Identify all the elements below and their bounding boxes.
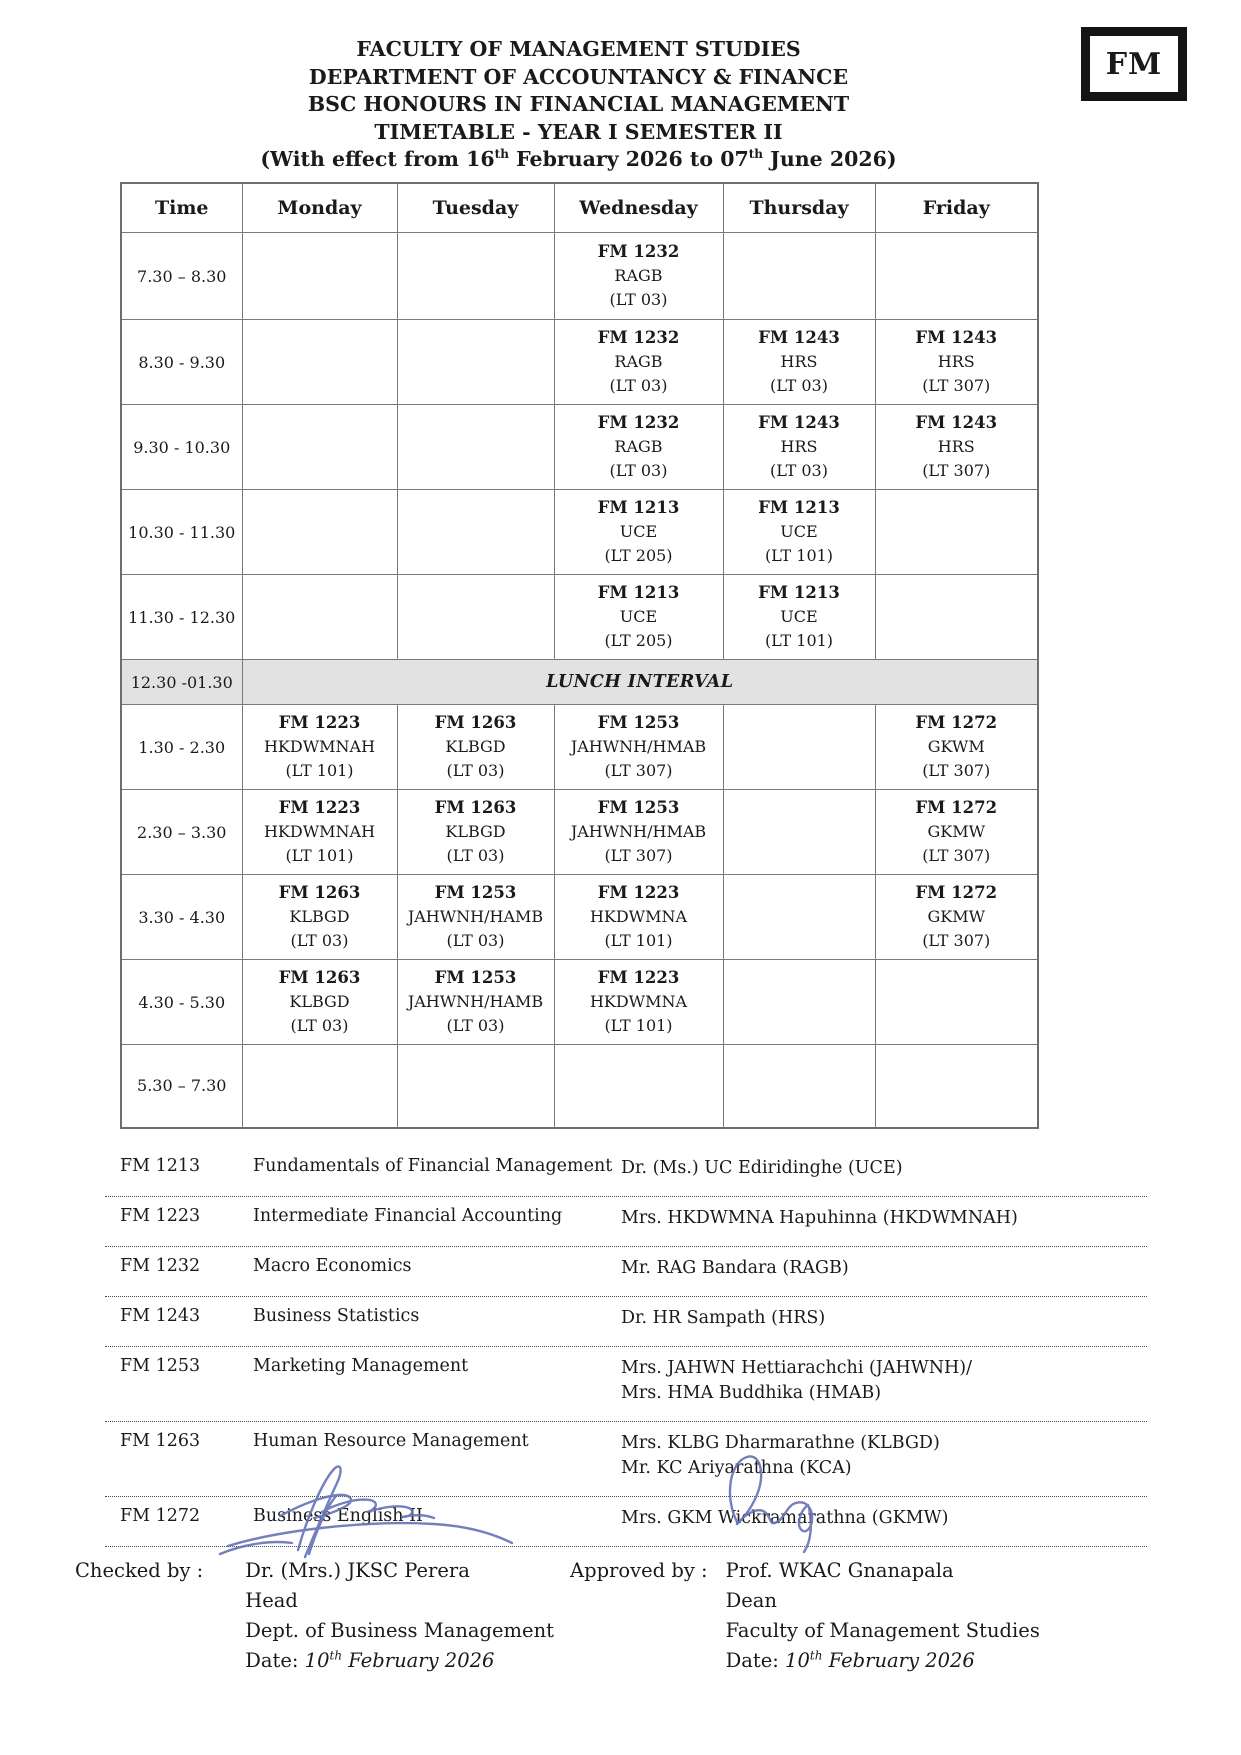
timetable-cell	[875, 790, 1038, 875]
timetable-cell	[397, 320, 554, 405]
course-code: FM 1213	[597, 583, 680, 602]
course-code: FM 1223	[597, 883, 680, 902]
lecturer-code: RAGB	[614, 437, 663, 456]
timetable-grid	[120, 182, 1039, 1129]
lecturer-name: Mr. KC Ariyarathna (KCA)	[621, 1458, 852, 1478]
timetable-cell	[397, 233, 554, 320]
timetable-cell	[242, 405, 397, 490]
lecturer-name: Dr. HR Sampath (HRS)	[621, 1308, 826, 1328]
legend-course-title: Business English II	[253, 1506, 423, 1526]
timetable-header-row	[121, 183, 1038, 233]
room-code: (LT 03)	[290, 1016, 349, 1035]
lunch-interval-cell	[242, 660, 1038, 705]
approved-by-dept: Faculty of Management Studies	[725, 1619, 1040, 1642]
timetable-row	[121, 960, 1038, 1045]
faculty-title: FACULTY OF MANAGEMENT STUDIES	[356, 37, 801, 61]
checked-by-block	[75, 1556, 554, 1676]
time-cell: 4.30 - 5.30	[121, 960, 242, 1045]
lecturer-code: JAHWNH/HAMB	[407, 907, 544, 926]
checked-by-label: Checked by :	[75, 1559, 204, 1582]
timetable-row	[121, 660, 1038, 705]
course-code: FM 1232	[597, 328, 680, 347]
timetable-cell	[397, 790, 554, 875]
timetable-cell	[242, 1045, 397, 1128]
course-code: FM 1272	[915, 883, 998, 902]
course-code: FM 1253	[597, 713, 680, 732]
timetable-cell	[554, 490, 723, 575]
lecturer-code: JAHWNH/HMAB	[570, 822, 707, 841]
time-cell: 8.30 - 9.30	[121, 320, 242, 405]
room-code: (LT 307)	[922, 376, 991, 395]
legend-lecturers	[621, 1306, 1147, 1331]
course-code: FM 1253	[434, 968, 517, 987]
lecturer-code: JAHWNH/HMAB	[570, 737, 707, 756]
room-code: (LT 307)	[922, 931, 991, 950]
course-code: FM 1213	[758, 498, 840, 517]
timetable-cell	[723, 575, 875, 660]
course-code: FM 1253	[597, 798, 680, 817]
lecturer-code: HRS	[937, 352, 975, 371]
column-header-monday: Monday	[242, 183, 397, 233]
fm-logo	[1081, 27, 1187, 101]
timetable-cell	[242, 875, 397, 960]
room-code: (LT 101)	[604, 931, 673, 950]
approved-by-title: Dean	[725, 1589, 777, 1612]
course-code: FM 1243	[915, 328, 998, 347]
room-code: (LT 307)	[604, 846, 673, 865]
lecturer-code: HKDWMNA	[589, 992, 688, 1011]
course-code: FM 1272	[915, 798, 998, 817]
course-code: FM 1213	[597, 498, 680, 517]
timetable-cell	[723, 790, 875, 875]
legend-course-title: Intermediate Financial Accounting	[253, 1206, 563, 1226]
time-cell: 10.30 - 11.30	[121, 490, 242, 575]
course-code: FM 1223	[278, 713, 361, 732]
legend-course-title: Fundamentals of Financial Management	[253, 1156, 613, 1176]
approved-by-block	[570, 1556, 1040, 1676]
room-code: (LT 101)	[764, 546, 834, 565]
legend-course-code: FM 1243	[120, 1306, 201, 1326]
lunch-interval-label: LUNCH INTERVAL	[546, 672, 734, 692]
legend-lecturers	[621, 1506, 1147, 1531]
room-code: (LT 03)	[609, 290, 668, 309]
course-code: FM 1243	[758, 413, 840, 432]
timetable-cell	[554, 790, 723, 875]
timetable-row	[121, 705, 1038, 790]
room-code: (LT 307)	[922, 846, 991, 865]
checked-signature	[210, 1458, 520, 1562]
timetable-row	[121, 490, 1038, 575]
course-code: FM 1253	[434, 883, 517, 902]
timetable-cell	[554, 405, 723, 490]
lecturer-code: HRS	[780, 352, 818, 371]
lecturer-code: GKMW	[927, 822, 986, 841]
legend-course-title: Marketing Management	[253, 1356, 469, 1376]
legend-row	[105, 1197, 1147, 1247]
timetable-cell	[554, 705, 723, 790]
course-code: FM 1223	[597, 968, 680, 987]
room-code: (LT 03)	[446, 931, 505, 950]
timetable-cell	[875, 405, 1038, 490]
legend-course-code: FM 1223	[120, 1206, 201, 1226]
legend-course-code: FM 1213	[120, 1156, 201, 1176]
timetable-cell	[397, 490, 554, 575]
lecturer-code: UCE	[619, 522, 658, 541]
timetable-cell	[875, 1045, 1038, 1128]
column-header-friday: Friday	[875, 183, 1038, 233]
legend-course-title: Macro Economics	[253, 1256, 412, 1276]
room-code: (LT 205)	[604, 546, 673, 565]
timetable-cell	[723, 490, 875, 575]
room-code: (LT 101)	[764, 631, 834, 650]
course-code: FM 1213	[758, 583, 840, 602]
course-code: FM 1223	[278, 798, 361, 817]
timetable-cell	[554, 1045, 723, 1128]
effective-dates: (With effect from 16th February 2026 to 07th June 2026)	[260, 147, 897, 171]
room-code: (LT 307)	[922, 761, 991, 780]
legend-lecturers	[621, 1206, 1147, 1231]
lecturer-code: HRS	[780, 437, 818, 456]
lecturer-code: KLBGD	[289, 907, 350, 926]
room-code: (LT 101)	[285, 761, 354, 780]
timetable-cell	[723, 960, 875, 1045]
lecturer-code: HKDWMNAH	[263, 737, 376, 756]
timetable-cell	[397, 575, 554, 660]
room-code: (LT 03)	[770, 461, 828, 480]
timetable-cell	[397, 405, 554, 490]
lecturer-code: UCE	[619, 607, 658, 626]
legend-lecturers	[621, 1156, 1147, 1181]
lecturer-code: KLBGD	[445, 822, 506, 841]
legend-course-code: FM 1232	[120, 1256, 201, 1276]
timetable-cell	[554, 233, 723, 320]
time-cell: 2.30 – 3.30	[121, 790, 242, 875]
timetable-cell	[397, 875, 554, 960]
timetable-row	[121, 405, 1038, 490]
column-header-time: Time	[121, 183, 242, 233]
course-code: FM 1243	[915, 413, 998, 432]
legend-course-title: Business Statistics	[253, 1306, 420, 1326]
legend-course-code: FM 1263	[120, 1431, 201, 1451]
timetable-cell	[875, 960, 1038, 1045]
timetable-cell	[397, 960, 554, 1045]
checked-by-dept: Dept. of Business Management	[245, 1619, 554, 1642]
timetable-row	[121, 1045, 1038, 1128]
timetable-cell	[242, 960, 397, 1045]
document-header	[120, 36, 1037, 174]
lecturer-name: Mr. RAG Bandara (RAGB)	[621, 1258, 849, 1278]
legend-course-title: Human Resource Management	[253, 1431, 529, 1451]
timetable-cell	[397, 1045, 554, 1128]
approved-by-date: Date: 10th February 2026	[725, 1648, 975, 1672]
course-code: FM 1232	[597, 242, 680, 261]
lecturer-code: KLBGD	[445, 737, 506, 756]
timetable-row	[121, 575, 1038, 660]
room-code: (LT 307)	[604, 761, 673, 780]
course-code: FM 1263	[278, 968, 361, 987]
lecturer-name: Mrs. KLBG Dharmarathne (KLBGD)	[621, 1433, 940, 1453]
room-code: (LT 03)	[446, 846, 505, 865]
lecturer-code: HKDWMNA	[589, 907, 688, 926]
timetable-row	[121, 233, 1038, 320]
timetable-cell	[554, 575, 723, 660]
timetable-cell	[723, 1045, 875, 1128]
timetable-cell	[554, 960, 723, 1045]
time-cell: 1.30 - 2.30	[121, 705, 242, 790]
timetable-cell	[875, 875, 1038, 960]
room-code: (LT 101)	[285, 846, 354, 865]
course-code: FM 1263	[434, 798, 517, 817]
lecturer-name: Mrs. HMA Buddhika (HMAB)	[621, 1383, 882, 1403]
lecturer-name: Dr. (Ms.) UC Ediridinghe (UCE)	[621, 1158, 903, 1178]
room-code: (LT 03)	[446, 761, 505, 780]
timetable-cell	[554, 320, 723, 405]
legend-row	[105, 1347, 1147, 1422]
approved-signature	[715, 1448, 847, 1560]
lecturer-code: GKMW	[927, 907, 986, 926]
room-code: (LT 03)	[290, 931, 349, 950]
timetable-cell	[242, 790, 397, 875]
timetable-cell	[875, 233, 1038, 320]
lecturer-name: Mrs. GKM Wickramarathna (GKMW)	[621, 1508, 949, 1528]
course-code: FM 1263	[434, 713, 517, 732]
approved-by-name: Prof. WKAC Gnanapala	[725, 1559, 954, 1582]
timetable-cell	[875, 705, 1038, 790]
timetable-cell	[554, 875, 723, 960]
timetable-cell	[723, 875, 875, 960]
timetable-row	[121, 875, 1038, 960]
legend-lecturers	[621, 1431, 1147, 1481]
timetable-row	[121, 320, 1038, 405]
legend-course-code: FM 1272	[120, 1506, 201, 1526]
timetable-cell	[242, 705, 397, 790]
course-code: FM 1263	[278, 883, 361, 902]
approved-by-label: Approved by :	[570, 1559, 708, 1582]
time-cell: 9.30 - 10.30	[121, 405, 242, 490]
time-cell: 12.30 -01.30	[121, 660, 242, 705]
lecturer-code: HKDWMNAH	[263, 822, 376, 841]
lecturer-code: HRS	[937, 437, 975, 456]
course-code: FM 1243	[758, 328, 840, 347]
time-cell: 5.30 – 7.30	[121, 1045, 242, 1128]
lecturer-code: GKWM	[927, 737, 985, 756]
legend-lecturers	[621, 1356, 1147, 1406]
time-cell: 3.30 - 4.30	[121, 875, 242, 960]
lecturer-code: UCE	[780, 522, 818, 541]
room-code: (LT 03)	[770, 376, 828, 395]
timetable-cell	[242, 233, 397, 320]
degree-title: BSC HONOURS IN FINANCIAL MANAGEMENT	[307, 92, 850, 116]
room-code: (LT 205)	[604, 631, 673, 650]
lecturer-code: RAGB	[614, 266, 663, 285]
lecturer-name: Mrs. JAHWN Hettiarachchi (JAHWNH)/	[621, 1358, 973, 1378]
timetable-cell	[723, 233, 875, 320]
timetable-cell	[875, 320, 1038, 405]
timetable-cell	[397, 705, 554, 790]
timetable-cell	[242, 320, 397, 405]
lecturer-name: Mrs. HKDWMNA Hapuhinna (HKDWMNAH)	[621, 1208, 1018, 1228]
timetable-cell	[723, 705, 875, 790]
timetable-cell	[875, 490, 1038, 575]
lecturer-code: KLBGD	[289, 992, 350, 1011]
column-header-wednesday: Wednesday	[554, 183, 723, 233]
timetable-cell	[723, 320, 875, 405]
timetable-title: TIMETABLE - YEAR I SEMESTER II	[374, 119, 783, 144]
time-cell: 7.30 – 8.30	[121, 233, 242, 320]
lecturer-code: UCE	[780, 607, 818, 626]
legend-row	[105, 1147, 1147, 1197]
timetable-cell	[242, 490, 397, 575]
room-code: (LT 101)	[604, 1016, 673, 1035]
room-code: (LT 03)	[446, 1016, 505, 1035]
timetable-row	[121, 790, 1038, 875]
department-title: DEPARTMENT OF ACCOUNTANCY & FINANCE	[308, 64, 849, 89]
fm-logo-text: FM	[1105, 46, 1163, 82]
column-header-tuesday: Tuesday	[397, 183, 554, 233]
legend-row	[105, 1247, 1147, 1297]
lecturer-code: JAHWNH/HAMB	[407, 992, 544, 1011]
column-header-thursday: Thursday	[723, 183, 875, 233]
time-cell: 11.30 - 12.30	[121, 575, 242, 660]
course-code: FM 1272	[915, 713, 998, 732]
room-code: (LT 03)	[609, 461, 668, 480]
timetable-cell	[242, 575, 397, 660]
legend-row	[105, 1297, 1147, 1347]
legend-lecturers	[621, 1256, 1147, 1281]
legend-course-code: FM 1253	[120, 1356, 201, 1376]
room-code: (LT 03)	[609, 376, 668, 395]
course-code: FM 1232	[597, 413, 680, 432]
checked-by-title: Head	[245, 1589, 298, 1612]
room-code: (LT 307)	[922, 461, 991, 480]
timetable-cell	[723, 405, 875, 490]
checked-by-date: Date: 10th February 2026	[245, 1648, 495, 1672]
timetable-cell	[875, 575, 1038, 660]
lecturer-code: RAGB	[614, 352, 663, 371]
checked-by-name: Dr. (Mrs.) JKSC Perera	[245, 1559, 470, 1582]
